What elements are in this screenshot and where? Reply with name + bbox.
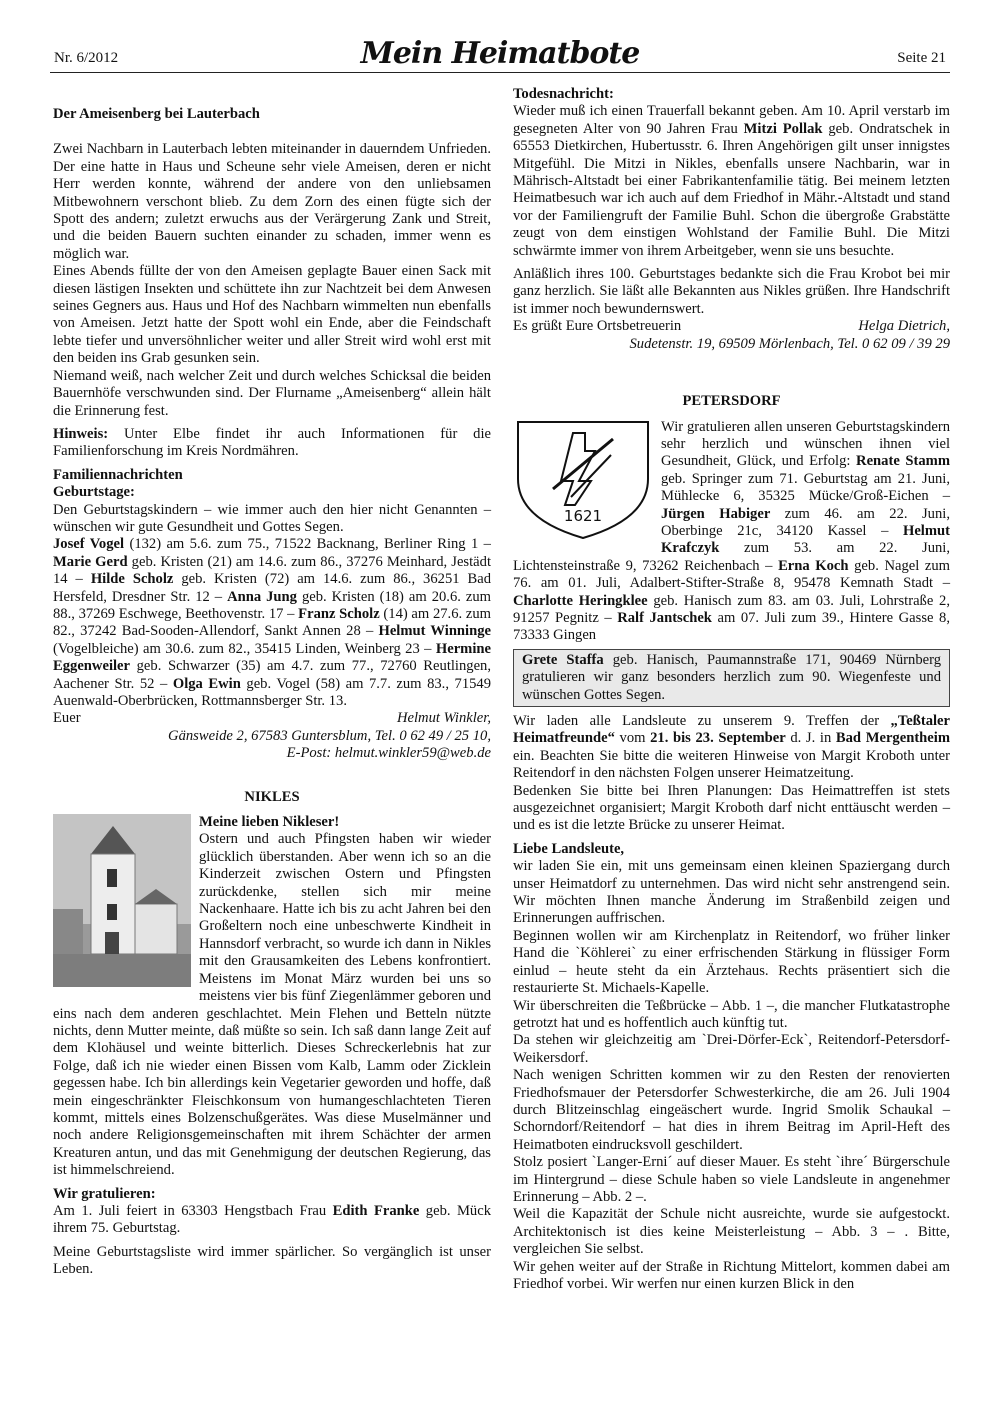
birthday-list <box>53 536 491 710</box>
birthday-details: geb. Schwarzer (35) am 4.7. zum 77., 72760 Reutlingen, Aachener Str. 52 – <box>53 658 491 692</box>
walk-title: Liebe Landsleute, <box>513 840 625 857</box>
birthday-name: Anna Jung <box>227 588 297 605</box>
obituary-text: geb. Ondratschek in 65553 Dietkirchen, Hubertusstr. 6. Ihren Angehörigen gilt unser innigstes Mitgefühl. Die Mitzi in Nikles, ebenfalls unsere Nachbarin, war in Mährisch-Altstadt bei einer Fabrikantenfamilie tätig. Bei meinem letzten Heimatbesuch war ich auch auf dem Friedhof in Mähr.-Altstadt und stand vor der Familiengruft der Familie Buhl. Schon die übergroße Grabstätte zeugt von dem einstigen Wohlstand der Familie Buhl. Die Mitzi schwärmte immer von ihrem Arbeitgeber, wenn sie uns besuchte. <box>513 120 950 259</box>
page-header <box>50 36 950 82</box>
walk-paragraph-3: Wir überschreiten die Teßbrücke – Abb. 1 –, die mancher Flutkatastrophe getrotzt hat und es hoffentlich auch künftig tut. <box>513 997 950 1031</box>
birthday-name: Erna Koch <box>778 557 849 574</box>
church-illustration <box>53 814 191 987</box>
ameisenberg-paragraph-2: Eines Abends füllte der von den Ameisen geplagte Bauer einen Sack mit diesen lästigen Insekten und schüttete ihn zur Nachtzeit bei dem Anwesen seines Gegners aus. Haus und Hof des Nachbarn wimmelten nun ebenfalls von Ameisen. Jetzt hatte der Spott wohl ein Ende, aber die Feindschaft lebte tiefer und unversöhnlicher weiter und aller Streit wird wohl erst mit den beiden ins Grab gesunken sein. <box>53 263 491 367</box>
petersdorf-crest <box>513 419 653 541</box>
masthead-title: Mein Heimatbote <box>360 36 640 71</box>
left-column <box>53 86 491 1279</box>
meeting-location: Bad Mergentheim <box>835 730 950 747</box>
walk-paragraph-4: Da stehen wir gleichzeitig am `Drei-Dörfer-Eck`, Reitendorf-Petersdorf-Weikersdorf. <box>513 1032 950 1066</box>
highlight-name: Grete Staffa <box>522 651 604 668</box>
birthday-name: Olga Ewin <box>172 675 241 692</box>
congrats-paragraph <box>53 1203 491 1238</box>
walk-paragraph-2: Beginnen wollen wir am Kirchenplatz in Reitendorf, wo früher linker Hand die `Köhlerei` zu einer erfrischenden Stärkung in flüssiger Form einlud – heute steht da ein Ärztehaus. Rechts präsentiert sich die restaurierte St. Michaels-Kapelle. <box>513 927 950 997</box>
nikles-closing: Meine Geburtstagsliste wird immer spärlicher. So vergänglich ist unser Leben. <box>53 1243 491 1278</box>
issue-number: Nr. 6/2012 <box>54 50 119 66</box>
hint-text: Unter Elbe findet ihr auch Informationen für die Familienforschung im Kreis Nordmähren. <box>53 425 491 460</box>
family-news-title: Familiennachrichten <box>53 466 183 483</box>
walk-paragraph-5: Nach wenigen Schritten kommen wir zu den Resten der renovierten Friedhofsmauer der Petersdorfer Schwesterkirche, die am 26. Juli 1904 durch Blitzeinschlag eingeäschert wurde. Ingrid Smolik Schaukal – Schorndorf/Reitendorf – hat dies in ihrem Beitrag im April-Heft des Heimatboten eindrucksvoll geschildert. <box>513 1067 950 1153</box>
obituary-greeting: Es grüßt Eure Ortsbetreuerin <box>513 318 682 335</box>
section-title-petersdorf: PETERSDORF <box>682 393 781 410</box>
birthday-name: Jürgen Habiger <box>661 505 771 522</box>
signature-name: Helmut Winkler, <box>396 710 491 727</box>
signature-email: E-Post: helmut.winkler59@web.de <box>286 745 491 762</box>
birthday-name: Hilde Scholz <box>90 571 174 588</box>
birthday-details: am 07. Juli zum 39., Hintere Gasse 8, 73333 Gingen <box>513 609 950 644</box>
birthday-details: zum 53. am 22. Juni, Lichtensteinstraße 9, 73262 Reichenbach – <box>513 540 950 574</box>
ameisenberg-paragraph-3: Niemand weiß, nach welcher Zeit und durch welches Schicksal die beiden Bauernhöfe verschwunden sind. Der Flurname „Ameisenberg“ allein hält die Erinnerung fest. <box>53 367 491 419</box>
nikles-subtitle: Meine lieben Nikleser! <box>199 814 340 831</box>
obituary-text: Wieder muß ich einen Trauerfall bekannt geben. Am 10. April verstarb im gesegneten Alter von 90 Jahren Frau <box>513 103 950 137</box>
meeting-text: ein. Beachten Sie bitte die weiteren Hinweise von Margit Kroboth unter Reitendorf in den nächsten Folgen unserer Heimatzeitung. <box>513 747 950 782</box>
nikles-paragraph: Ostern und auch Pfingsten haben wir wieder glücklich überstanden. Aber wenn ich so an die Kinderzeit zwischen Ostern und Pfingsten zurückdenke, stellen sich mir meine Nackenhaare. Hatte ich bis zu acht Jahren bei den Großeltern noch eine unbeschwerte Kindheit in Hannsdorf verbracht, so wurde ich dann in Nikles mit den Grausamkeiten des Lebens konfrontiert. Meistens im Monat März wurden bei uns so meistens vier bis fünf Ziegenlämmer geboren und eins nach dem anderen geschlachtet. Mein Flehen und Betteln nützte nichts, denn Mutter meinte, daß müßte so sein. Ich saß dann lange Zeit auf dem Klohäusel und weinte bitterlich. Dieses Schreckerlebnis hat zur Folge, daß ich nie wieder einen Bissen vom Kalb, Lamm oder Zicklein gegessen habe. Ich bin allerdings kein Vegetarier geworden und hoffe, daß mein eingeschränkter Fleischkonsum von humangeschlachteten Tieren kommt, mittels eines Bolzenschußgerätes. Was diese Muselmänner und noch andere Religionsgemeinschaften mit ihrem Schächter der armen Kreaturen antun, und das mit Genehmigung der deutschen Regierung, das ist himmelschreiend. <box>53 831 491 1179</box>
birthday-details: (132) am 5.6. zum 75., 71522 Backnang, Berliner Ring 1 – <box>124 536 491 553</box>
obituary-signature-name: Helga Dietrich, <box>858 318 950 335</box>
birthday-details: geb. Kristen (72) am 14.6. zum 86., 36251 Bad Hersfeld, Dresdner Str. 12 – <box>53 571 492 605</box>
birthday-name: Helmut Krafczyk <box>661 522 950 557</box>
signature-row <box>53 710 491 727</box>
birthday-details: (Vogelbleiche) am 30.6. zum 82., 35415 Linden, Weinberg 23 – <box>53 640 436 657</box>
article-title-ameisenberg: Der Ameisenberg bei Lauterbach <box>53 106 260 122</box>
obituary-paragraph <box>513 103 950 260</box>
birthdays-intro: Den Geburtstagskindern – wie immer auch den hier nicht Genannten – wünschen wir gute Gesundheit und Gottes Segen. <box>53 501 491 535</box>
walk-paragraph-8: Wir gehen weiter auf der Straße in Richtung Mittelort, kommen dabei am Friedhof vorbei. Wir werfen nur einen kurzen Blick in den <box>513 1258 950 1292</box>
hint-label: Hinweis: <box>53 425 109 442</box>
walk-paragraph-6: Stolz posiert `Langer-Erni´ auf dieser Mauer. Es steht `ihre´ Bürgerschule im Hintergrund – diese Schule haben so viele Landsleute in angenehmer Erinnerung – Abb. 2 –. <box>513 1154 950 1205</box>
birthday-name: Ralf Jantschek <box>617 609 712 626</box>
congrats-title: Wir gratulieren: <box>53 1185 156 1202</box>
hint-paragraph <box>53 426 491 461</box>
highlight-details: geb. Hanisch, Paumannstraße 171, 90469 Nürnberg gratulieren wir ganz besonders herzlich zum 90. Wiegenfeste und wünschen Gottes Segen. <box>522 651 941 703</box>
walk-paragraph-7: Weil die Kapazität der Schule nicht ausreichte, wurde sie aufgestockt. Architektonisch ist dies keine Meisterleistung – Abb. 3 – . Bitte, vergleichen Sie selbst. <box>513 1206 950 1258</box>
meeting-dates: 21. bis 23. September <box>650 730 786 747</box>
obituary-paragraph-2: Anläßlich ihres 100. Geburtstages bedankte sich die Frau Krobot bei mir ganz herzlich. Sie läßt alle Bekannten aus Nikles grüßen. Ihre Handschrift ist immer noch bewundernswert. <box>513 266 950 317</box>
birthday-name: Charlotte Heringklee <box>513 592 648 609</box>
header-rule <box>50 72 950 73</box>
birthday-details: geb. Kristen (18) am 20.6. zum 88., 37269 Eschwege, Beethovenstr. 17 – <box>53 588 492 622</box>
obituary-name: Mitzi Pollak <box>743 120 823 137</box>
congrats-name: Edith Franke <box>332 1202 420 1219</box>
meeting-text: Wir laden alle Landsleute zu unserem 9. Treffen der <box>513 713 891 729</box>
meeting-text: vom <box>614 730 651 747</box>
church-photo <box>53 814 191 987</box>
birthday-details: geb. Nagel zum 76. am 01. Juli, Adalbert-Stifter-Straße 8, 95478 Kemnath Stadt – <box>513 557 951 592</box>
birthday-name: Marie Gerd <box>53 553 128 570</box>
birthday-name: Josef Vogel <box>53 536 125 553</box>
signature-address: Gänsweide 2, 67583 Guntersblum, Tel. 0 62 49 / 25 10, <box>168 727 491 744</box>
birthday-name: Franz Scholz <box>298 605 380 622</box>
birthday-details: geb. Vogel (58) am 7.7. zum 83., 71549 Auenwald-Oberbrücken, Rottmannsberger Str. 13. <box>53 675 492 709</box>
page-number: Seite 21 <box>897 50 946 66</box>
petersdorf-intro: Wir gratulieren allen unseren Geburtstagskindern sehr herzlich und wünschen ihnen viel Gesundheit, Glück, und Erfolg: <box>661 418 950 470</box>
birthday-name: Helmut Winninge <box>378 623 491 640</box>
congrats-text: geb. Mück ihrem 75. Geburtstag. <box>53 1202 491 1237</box>
birthday-details: (14) am 27.6. zum 82., 37242 Bad-Sooden-Allendorf, Sankt Annen 28 – <box>53 605 491 640</box>
meeting-text: d. J. in <box>785 730 836 747</box>
ameisenberg-paragraph-1: Zwei Nachbarn in Lauterbach lebten miteinander in dauerndem Unfrieden. Der eine hatte in Haus und Scheune sehr viele Ameisen, deren er nicht Herr werden konnte, während der andere von den unliebsamen Mitbewohnern verschont blieb. Zu dem Zorn des einen fügte sich der Spott des andern; zuletzt erwuchs aus der Verärgerung Zank und Streit, und die beiden Bauern suchten einander zu schaden, immer wenn es möglich war. <box>53 141 491 262</box>
walk-paragraph-1: wir laden Sie ein, mit uns gemeinsam einen kleinen Spaziergang durch unser Heimatdorf zu unternehmen. Das wird nicht sehr anstrengend sein. Wir möchten Ihnen manche Änderung im Straßenbild zeigen und Erinnerungen auffrischen. <box>513 858 950 927</box>
birthday-name: Hermine Eggenweiler <box>53 640 491 675</box>
highlight-box <box>513 649 950 707</box>
coat-of-arms-icon <box>513 419 653 541</box>
birthday-details: geb. Hanisch zum 83. am 03. Juli, Lohrstraße 2, 91257 Pegnitz – <box>513 592 950 626</box>
greeting: Euer <box>53 710 81 727</box>
birthday-name: Renate Stamm <box>856 453 950 470</box>
obituary-signature-address: Sudetenstr. 19, 69509 Mörlenbach, Tel. 0 62 09 / 39 29 <box>629 335 950 352</box>
meeting-group: „Teßtaler Heimatfreunde“ <box>513 713 950 747</box>
meeting-note: Bedenken Sie bitte bei Ihren Planungen: Das Heimattreffen ist stets ausgezeichnet organisiert; Margit Kroboth darf nicht enttäuscht werden – und es ist die letzte Brücke zu unserer Heimat. <box>513 782 950 834</box>
birthdays-subtitle: Geburtstage: <box>53 484 135 501</box>
congrats-text: Am 1. Juli feiert in 63303 Hengstbach Frau <box>53 1202 333 1219</box>
section-title-nikles: NIKLES <box>244 788 300 805</box>
obituary-signature-row <box>513 318 950 335</box>
crest-year: 1621 <box>563 506 603 525</box>
right-column <box>513 86 950 1293</box>
highlight-text <box>522 652 941 704</box>
obituary-title: Todesnachricht: <box>513 86 614 102</box>
birthday-details: geb. Springer zum 71. Geburtstag am 21. Juni, Mühlecke 6, 35325 Mücke/Groß-Eichen – <box>661 470 950 505</box>
birthday-details: geb. Kristen (21) am 14.6. zum 86., 37276 Meinhard, Jestädt 14 – <box>53 553 491 588</box>
meeting-invitation <box>513 713 950 783</box>
birthday-details: zum 46. am 22. Juni, Oberbinge 21c, 34120 Kassel – <box>661 505 950 539</box>
